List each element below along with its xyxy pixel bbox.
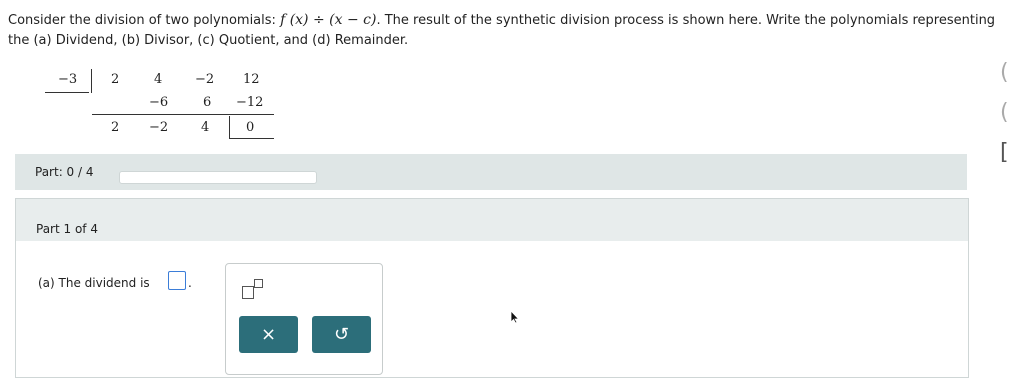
close-icon: ×: [260, 324, 277, 345]
sd-row1-cell: 4: [154, 72, 163, 87]
undo-icon: ↺: [333, 324, 350, 345]
sd-divisor: −3: [58, 72, 78, 87]
sd-remainder: 0: [246, 120, 255, 135]
sd-row1-cell: −2: [195, 72, 215, 87]
sd-row2-cell: −6: [149, 95, 169, 110]
dividend-prompt: (a) The dividend is: [38, 276, 150, 290]
progress-track: [119, 171, 317, 184]
sd-sum-line: [92, 114, 274, 115]
question-line1-start: Consider the division of two polynomials:: [8, 13, 281, 28]
undo-button[interactable]: [312, 316, 371, 353]
edge-bracket-icon: (: [1000, 60, 1009, 85]
sd-row3-cell: 4: [201, 120, 210, 135]
edge-bracket-icon: (: [1000, 100, 1009, 125]
superscript-template-icon[interactable]: [239, 276, 267, 302]
math-tools-panel: [225, 263, 383, 375]
edge-bracket-icon: [: [1000, 140, 1009, 165]
question-text: [8, 10, 998, 51]
part-header-label: Part 1 of 4: [36, 222, 98, 236]
dividend-answer-input[interactable]: [168, 271, 186, 290]
part-header: [16, 199, 968, 241]
question-line1-end: . The result of the synthetic division process is shown here. Write the polynomials representing: [376, 13, 996, 28]
part-panel: [15, 198, 969, 378]
sd-remainder-bar: [229, 116, 230, 138]
synthetic-division-table: [0, 66, 300, 146]
sd-row2-cell: −12: [236, 95, 264, 110]
sd-remainder-underline: [229, 138, 274, 139]
sd-divisor-bar: [91, 69, 92, 93]
sd-row1-cell: 12: [243, 72, 260, 87]
clear-button[interactable]: [239, 316, 298, 353]
sd-row1-cell: 2: [111, 72, 120, 87]
sd-row3-cell: −2: [149, 120, 169, 135]
sd-row3-cell: 2: [111, 120, 120, 135]
progress-bar-section: [15, 154, 967, 190]
mouse-cursor-icon: [510, 310, 520, 324]
sd-divisor-underline: [45, 92, 89, 93]
part-progress-label: Part: 0 / 4: [35, 165, 94, 179]
sd-row2-cell: 6: [203, 95, 212, 110]
polynomial-division-expression: f (x) ÷ (x − c): [280, 12, 377, 28]
question-line2: the (a) Dividend, (b) Divisor, (c) Quotient, and (d) Remainder.: [8, 33, 409, 48]
prompt-period: .: [188, 276, 192, 290]
